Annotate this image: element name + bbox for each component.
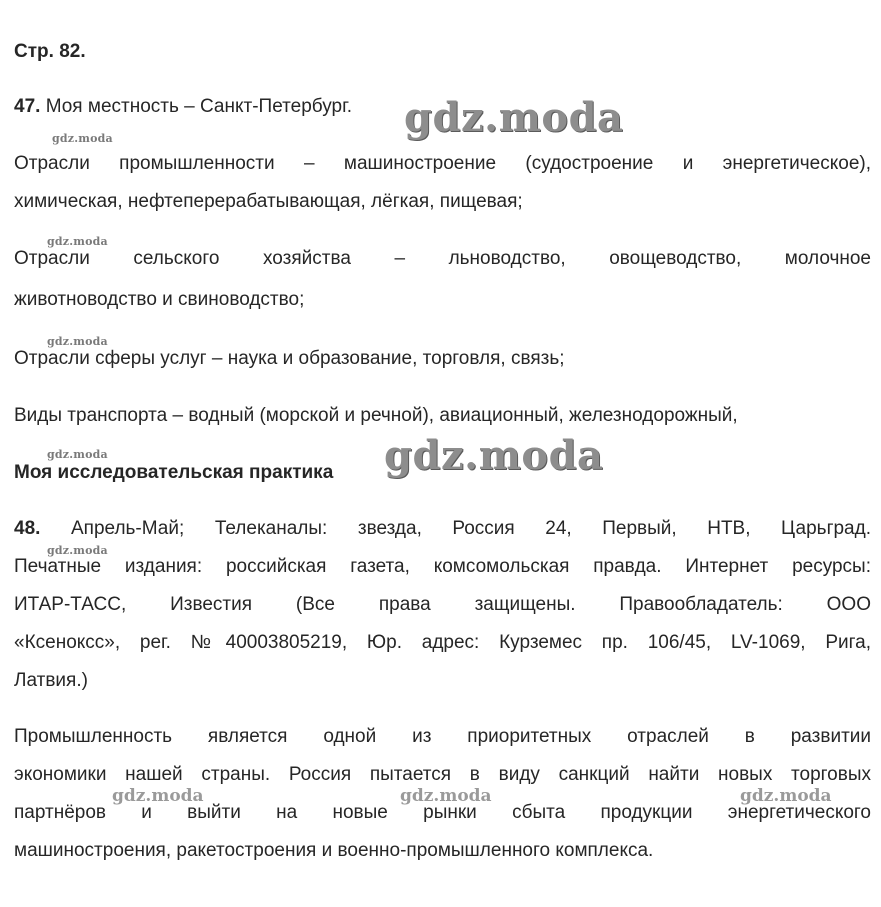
q47-line: Отрасли сельского хозяйства – льноводство, овощеводство, молочное <box>14 248 871 269</box>
q48-number: 48. <box>14 518 41 539</box>
watermark-large: gdz.moda <box>404 94 624 141</box>
q47-line: Отрасли промышленности – машиностроение (судостроение и энергетическое), <box>14 153 871 174</box>
watermark-medium: gdz.moda <box>740 786 832 806</box>
q48-line: «Ксеноксс», рег. №40003805219, Юр. адрес: Курземес пр. 106/45, LV-1069, Рига, <box>14 632 871 653</box>
q48-line: Латвия.) <box>14 670 88 691</box>
q48-paragraph-line: Промышленность является одной из приоритетных отраслей в развитии <box>14 726 871 747</box>
q48-paragraph-line: машиностроения, ракетостроения и военно-промышленного комплекса. <box>14 840 654 861</box>
watermark-large: gdz.moda <box>384 432 604 479</box>
q47-line: Виды транспорта – водный (морской и речной), авиационный, железнодорожный, <box>14 405 738 426</box>
watermark-small: gdz.moda <box>52 132 113 145</box>
q48-first-line <box>14 517 871 541</box>
page-label: Стр. 82. <box>14 41 86 62</box>
q47-line: химическая, нефтеперерабатывающая, лёгкая, пищевая; <box>14 191 523 212</box>
q48-line: Печатные издания: российская газета, комсомольская правда. Интернет ресурсы: <box>14 556 871 577</box>
watermark-medium: gdz.moda <box>112 786 204 806</box>
q47-number: 47. <box>14 96 41 117</box>
q47-line: животноводство и свиноводство; <box>14 289 305 310</box>
q47-line: Отрасли сферы услуг – наука и образование, торговля, связь; <box>14 348 565 369</box>
watermark-small: gdz.moda <box>47 235 108 248</box>
q47-intro: Моя местность – Санкт-Петербург. <box>45 96 352 117</box>
q48-paragraph-line: экономики нашей страны. Россия пытается в виду санкций найти новых торговых <box>14 764 871 785</box>
q48-paragraph-line: партнёров и выйти на новые рынки сбыта продукции энергетического <box>14 802 871 823</box>
watermark-small: gdz.moda <box>47 544 108 557</box>
q48-first-text: Апрель-Май; Телеканалы: звезда, Россия 24, Первый, НТВ, Царьград. <box>70 518 871 539</box>
q48-line: ИТАР-ТАСС, Известия (Все права защищены. Правообладатель: ООО <box>14 594 871 615</box>
watermark-medium: gdz.moda <box>400 786 492 806</box>
watermark-small: gdz.moda <box>47 335 108 348</box>
q47-intro-line <box>14 95 352 119</box>
section-title: Моя исследовательская практика <box>14 462 334 483</box>
watermark-small: gdz.moda <box>47 448 108 461</box>
